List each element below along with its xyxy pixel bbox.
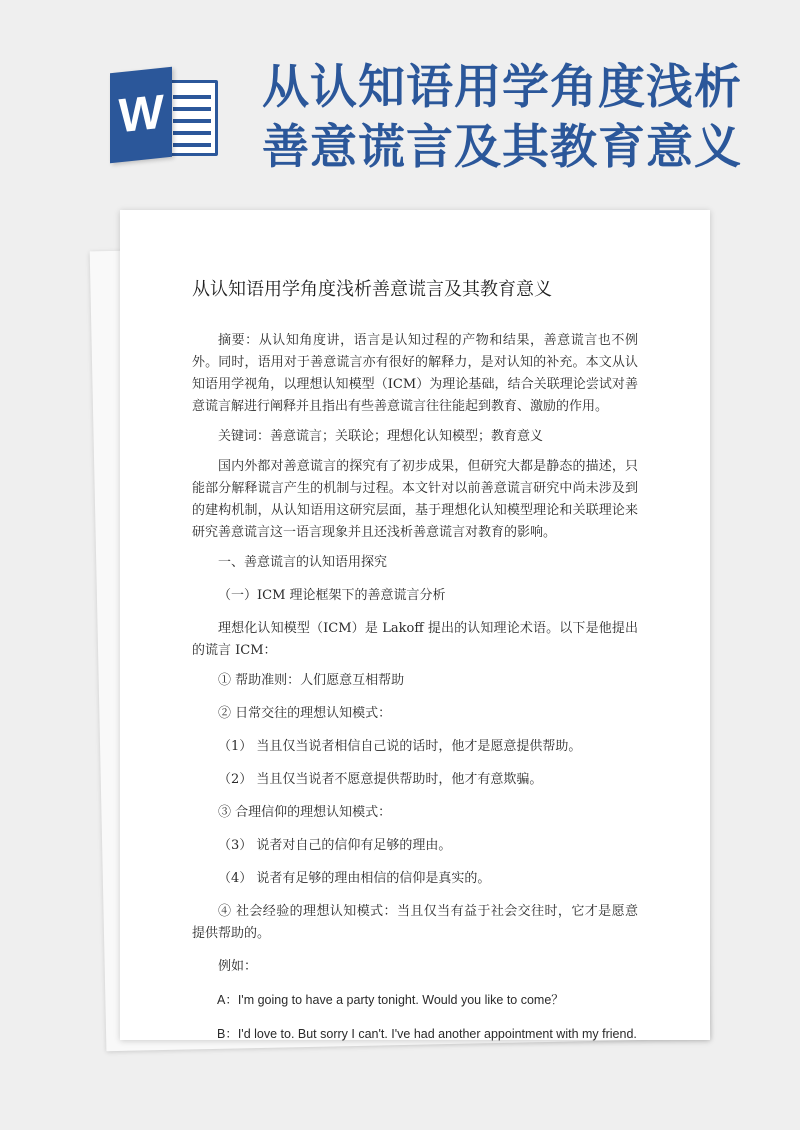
dialogue-line-a: A：I'm going to have a party tonight. Would you like to come？ (217, 993, 564, 1007)
list-item: （2） 当且仅当说者不愿意提供帮助时，他才有意欺骗。 (218, 772, 543, 787)
list-item: ① 帮助准则：人们愿意互相帮助 (218, 673, 405, 688)
header-banner (0, 0, 800, 210)
document-title: 从认知语用学角度浅析善意谎言及其教育意义 (192, 279, 552, 300)
icm-intro-paragraph: 理想化认知模型（ICM）是 Lakoff 提出的认知理论术语。以下是他提出的谎言 ICM： (192, 621, 638, 658)
example-label: 例如： (218, 959, 258, 974)
dialogue-line-b: B：I'd love to. But sorry I can't. I've had another appointment with my friend. (217, 1027, 637, 1041)
abstract-paragraph: 摘要：从认知角度讲，语言是认知过程的产物和结果，善意谎言也不例外。同时，语用对于善意谎言亦有很好的解释力，是对认知的补充。本文从认知语用学视角，以理想认知模型（ICM）为理论基础，结合关联理论尝试对善意谎言解进行阐释并且指出有些善意谎言往往能起到教育、激励的作用。 (192, 333, 638, 414)
section-heading: 一、善意谎言的认知语用探究 (218, 555, 388, 570)
list-item: ③ 合理信仰的理想认知模式： (218, 805, 392, 820)
word-logo-badge: W (110, 67, 172, 164)
list-item: ④ 社会经验的理想认知模式：当且仅当有益于社会交往时，它才是愿意提供帮助的。 (192, 904, 638, 941)
word-document-icon (110, 70, 220, 160)
header-title-line-1: 从认知语用学角度浅析 (262, 60, 742, 115)
list-item: （1） 当且仅当说者相信自己说的话时，他才是愿意提供帮助。 (218, 739, 582, 754)
list-item: ② 日常交往的理想认知模式： (218, 706, 392, 721)
list-item: （3） 说者对自己的信仰有足够的理由。 (218, 838, 452, 853)
header-title-line-2: 善意谎言及其教育意义 (262, 120, 742, 175)
header-title (262, 58, 742, 178)
keywords-paragraph: 关键词：善意谎言；关联论；理想化认知模型；教育意义 (218, 429, 544, 444)
document-page (120, 210, 710, 1040)
document-body (192, 276, 638, 1057)
list-item: （4） 说者有足够的理由相信的信仰是真实的。 (218, 871, 491, 886)
intro-paragraph: 国内外都对善意谎言的探究有了初步成果，但研究大都是静态的描述，只能部分解释谎言产生的机制与过程。本文针对以前善意谎言研究中尚未涉及到的建构机制，从认知语用这研究层面，基于理想化认知模型理论和关联理论来研究善意谎言这一语言现象并且还浅析善意谎言对教育的影响。 (192, 459, 638, 540)
subsection-heading: （一）ICM 理论框架下的善意谎言分析 (218, 588, 446, 603)
